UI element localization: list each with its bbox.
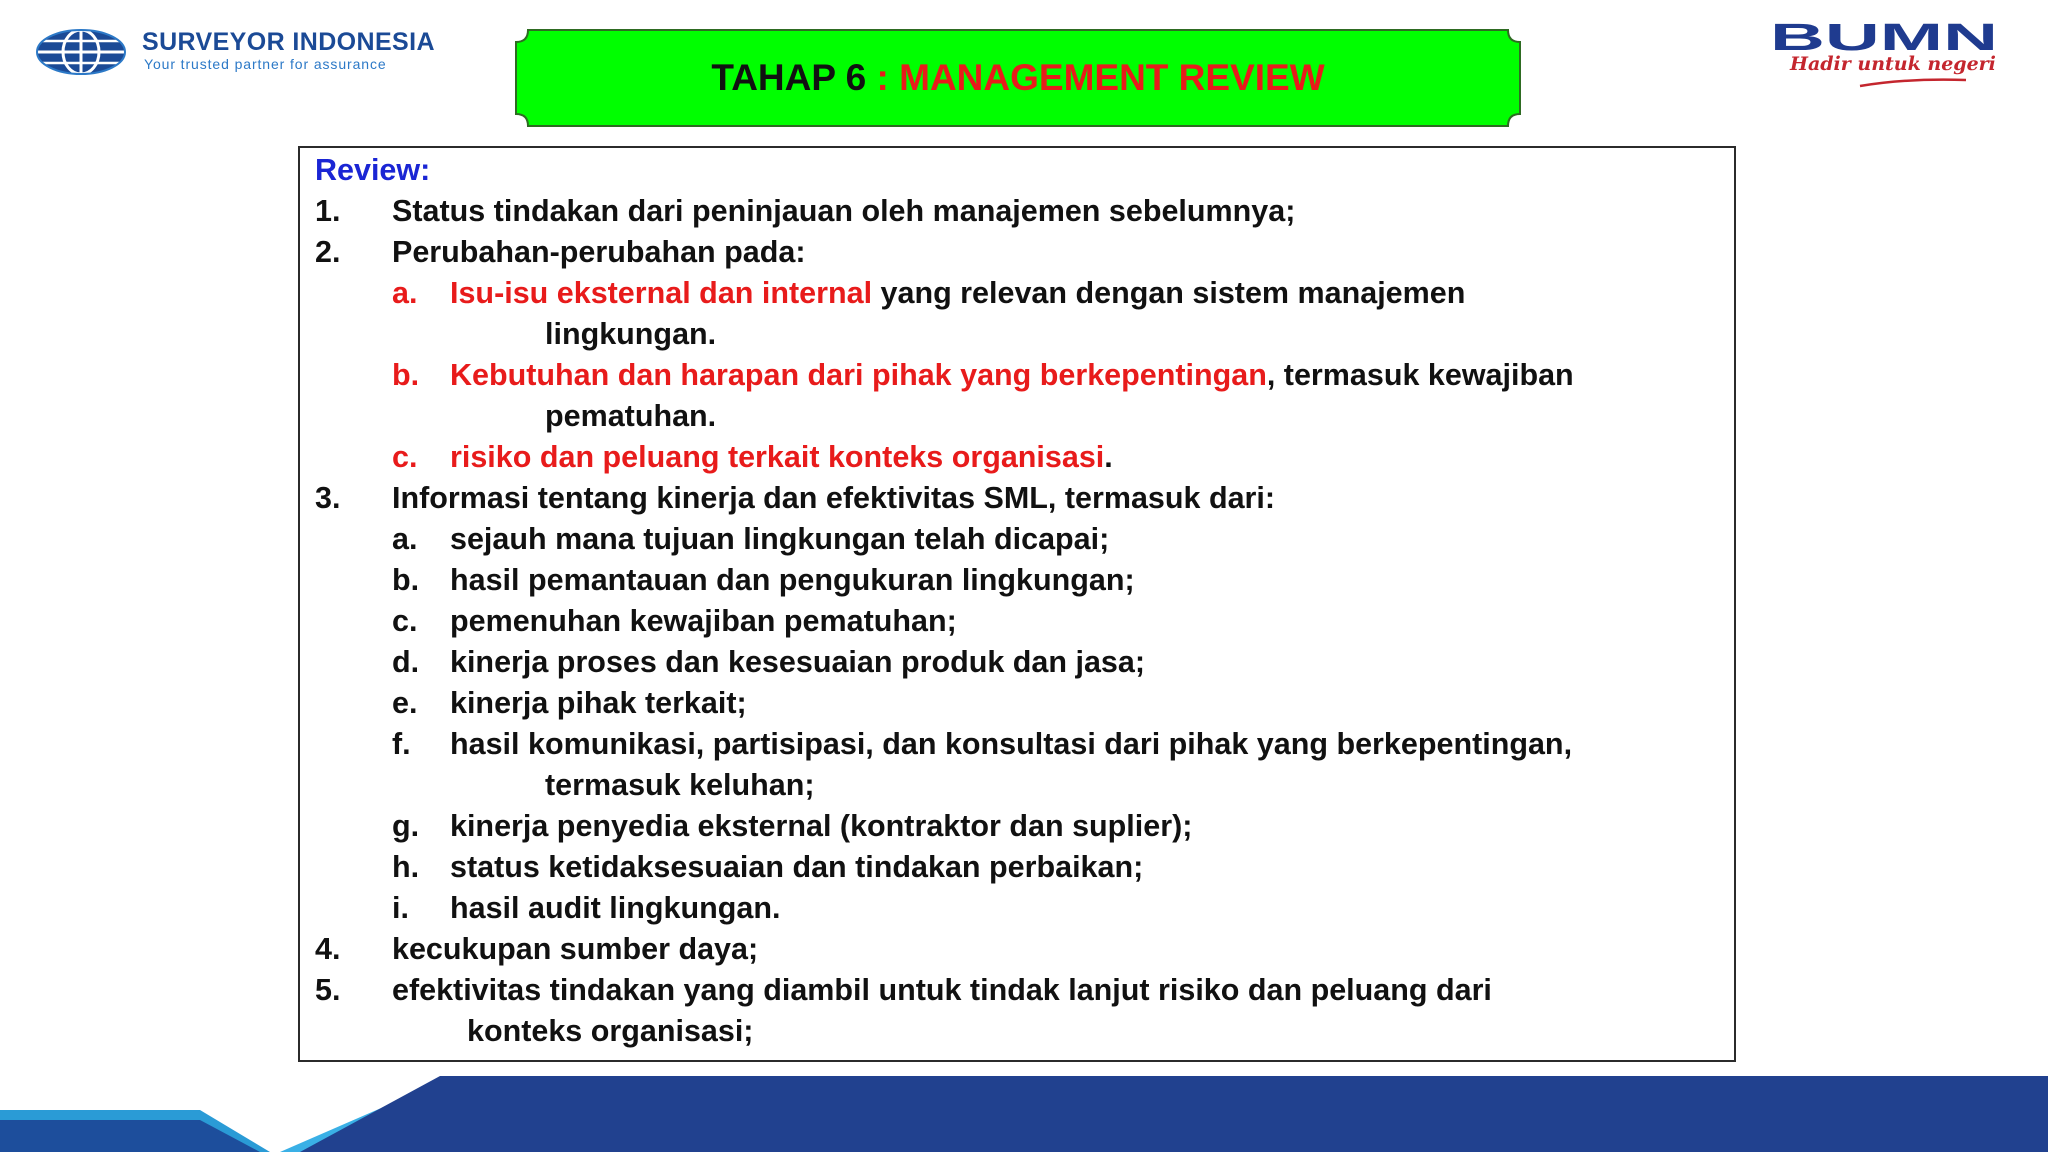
continuation-text: konteks organisasi;: [467, 1014, 754, 1048]
sub-text: pemenuhan kewajiban pematuhan;: [450, 604, 957, 638]
sub-letter: a.: [392, 276, 418, 310]
sub-text: status ketidaksesuaian dan tindakan perbaikan;: [450, 850, 1144, 884]
title-prefix: TAHAP 6: [711, 57, 867, 98]
sub-text: sejauh mana tujuan lingkungan telah dicapai;: [450, 522, 1110, 556]
list-text: efektivitas tindakan yang diambil untuk tindak lanjut risiko dan peluang dari: [392, 973, 1492, 1007]
sub-text: , termasuk kewajiban: [1266, 358, 1574, 392]
sub-letter: i.: [392, 891, 409, 925]
sub-text: hasil komunikasi, partisipasi, dan konsultasi dari pihak yang berkepentingan,: [450, 727, 1573, 761]
bumn-wordmark-icon: [1768, 20, 2000, 54]
sub-letter: b.: [392, 358, 420, 392]
bumn-name: BUMN: [1770, 20, 1998, 54]
sub-text: hasil pemantauan dan pengukuran lingkungan;: [450, 563, 1135, 597]
list-number: 5.: [315, 973, 341, 1007]
list-number: 1.: [315, 194, 341, 228]
company-tagline: Your trusted partner for assurance: [144, 56, 387, 72]
page-title: [514, 28, 1522, 128]
review-content-box: [298, 146, 1736, 1062]
continuation-text: termasuk keluhan;: [545, 768, 815, 802]
sub-letter: h.: [392, 850, 420, 884]
highlight-text: risiko dan peluang terkait konteks organisasi: [450, 440, 1105, 474]
sub-text: kinerja proses dan kesesuaian produk dan jasa;: [450, 645, 1145, 679]
sub-letter: e.: [392, 686, 418, 720]
sub-letter: a.: [392, 522, 418, 556]
sub-text: hasil audit lingkungan.: [450, 891, 781, 925]
title-main: : MANAGEMENT REVIEW: [876, 57, 1325, 98]
sub-letter: d.: [392, 645, 420, 679]
continuation-text: pematuhan.: [545, 399, 717, 433]
sub-letter: c.: [392, 604, 418, 638]
list-text: Informasi tentang kinerja dan efektivitas SML, termasuk dari:: [392, 481, 1276, 515]
title-banner: [514, 28, 1522, 128]
list-text: Perubahan-perubahan pada:: [392, 235, 806, 269]
list-number: 4.: [315, 932, 341, 966]
swoosh-underline-icon: [1858, 76, 1968, 88]
sub-text: kinerja penyedia eksternal (kontraktor dan suplier);: [450, 809, 1193, 843]
globe-logo-icon: [36, 28, 126, 76]
sub-text: .: [1104, 440, 1113, 474]
continuation-text: lingkungan.: [545, 317, 717, 351]
sub-letter: f.: [392, 727, 411, 761]
sub-letter: b.: [392, 563, 420, 597]
list-text: kecukupan sumber daya;: [392, 932, 759, 966]
sub-letter: c.: [392, 440, 418, 474]
review-heading-text: Review:: [315, 153, 431, 187]
footer-wave-band: [0, 1070, 2048, 1152]
bumn-tagline: Hadir untuk negeri: [1790, 53, 1996, 75]
bumn-logo: [1768, 20, 2008, 90]
list-text: Status tindakan dari peninjauan oleh manajemen sebelumnya;: [392, 194, 1296, 228]
list-number: 2.: [315, 235, 341, 269]
company-name: SURVEYOR INDONESIA: [142, 28, 435, 56]
sub-text: yang relevan dengan sistem manajemen: [872, 276, 1466, 310]
list-number: 3.: [315, 481, 341, 515]
highlight-text: Isu-isu eksternal dan internal: [450, 276, 873, 310]
surveyor-indonesia-logo: [36, 26, 476, 78]
sub-letter: g.: [392, 809, 420, 843]
highlight-text: Kebutuhan dan harapan dari pihak yang berkepentingan: [450, 358, 1267, 392]
sub-text: kinerja pihak terkait;: [450, 686, 747, 720]
